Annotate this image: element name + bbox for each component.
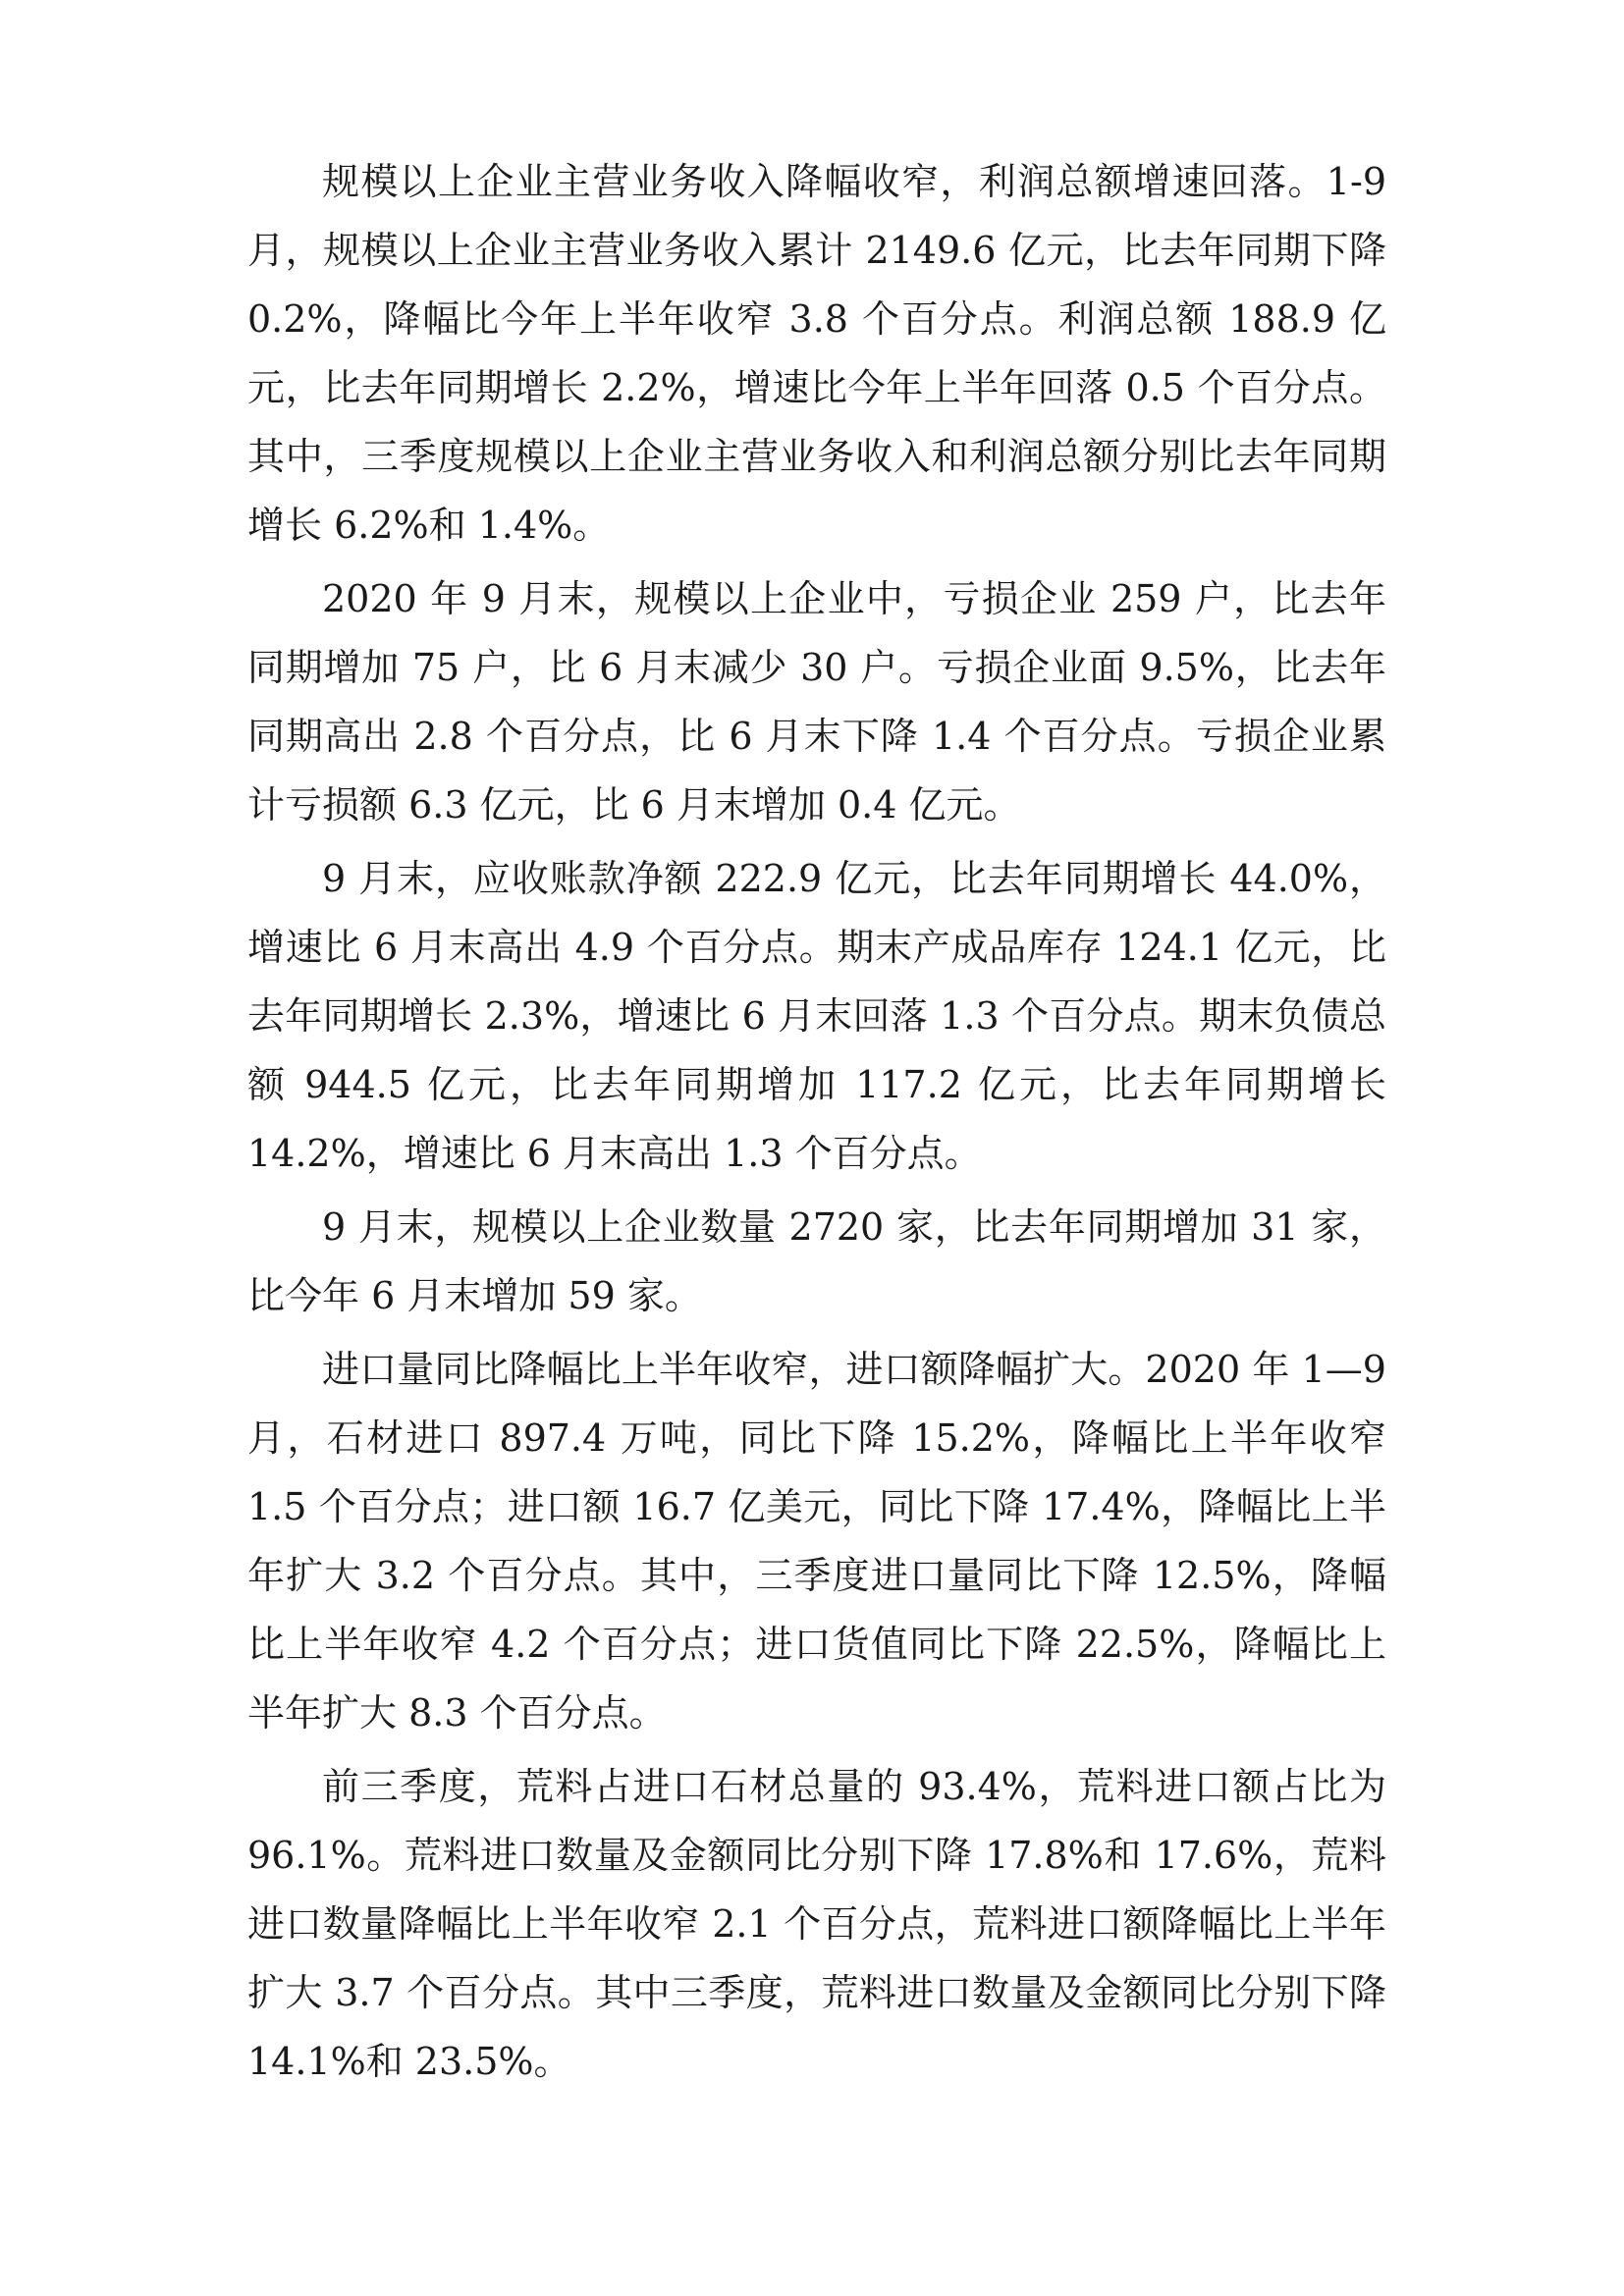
paragraph-loss-enterprises: 2020 年 9 月末，规模以上企业中，亏损企业 259 户，比去年同期增加 75 户，比 6 月末减少 30 户。亏损企业面 9.5%，比去年同期高出 2.8 个百分点，比 6 月末下降 1.4 个百分点。亏损企业累计亏损额 6.3 亿元，比 6 月末增加 0.4 亿元。 xyxy=(247,577,1386,827)
paragraph-stone-imports: 进口量同比降幅比上半年收窄，进口额降幅扩大。2020 年 1—9 月，石材进口 897.4 万吨，同比下降 15.2%，降幅比上半年收窄 1.5 个百分点；进口额 16.7 亿美元，同比下降 17.4%，降幅比上半年扩大 3.2 个百分点。其中，三季度进口量同比下降 12.5%，降幅比上半年收窄 4.2 个百分点；进口货值同比下降 22.5%，降幅比上半年扩大 8.3 个百分点。 xyxy=(247,1348,1386,1735)
paragraph-block-imports: 前三季度，荒料占进口石材总量的 93.4%，荒料进口额占比为 96.1%。荒料进口数量及金额同比分别下降 17.8%和 17.6%，荒料进口数量降幅比上半年收窄 2.1 个百分点，荒料进口额降幅比上半年扩大 3.7 个百分点。其中三季度，荒料进口数量及金额同比分别下降 14.1%和 23.5%。 xyxy=(247,1765,1386,2083)
paragraph-revenue-profit: 规模以上企业主营业务收入降幅收窄，利润总额增速回落。1-9 月，规模以上企业主营业务收入累计 2149.6 亿元，比去年同期下降 0.2%，降幅比今年上半年收窄 3.8 个百分点。利润总额 188.9 亿元，比去年同期增长 2.2%，增速比今年上半年回落 0.5 个百分点。其中，三季度规模以上企业主营业务收入和利润总额分别比去年同期增长 6.2%和 1.4%。 xyxy=(247,160,1386,547)
paragraph-enterprise-count: 9 月末，规模以上企业数量 2720 家，比去年同期增加 31 家，比今年 6 月末增加 59 家。 xyxy=(247,1205,1386,1317)
document-body xyxy=(247,147,1386,2101)
paragraph-receivables-inventory: 9 月末，应收账款净额 222.9 亿元，比去年同期增长 44.0%，增速比 6 月末高出 4.9 个百分点。期末产成品库存 124.1 亿元，比去年同期增长 2.3%，增速比 6 月末回落 1.3 个百分点。期末负债总额 944.5 亿元，比去年同期增加 117.2 亿元，比去年同期增长 14.2%，增速比 6 月末高出 1.3 个百分点。 xyxy=(247,857,1386,1175)
